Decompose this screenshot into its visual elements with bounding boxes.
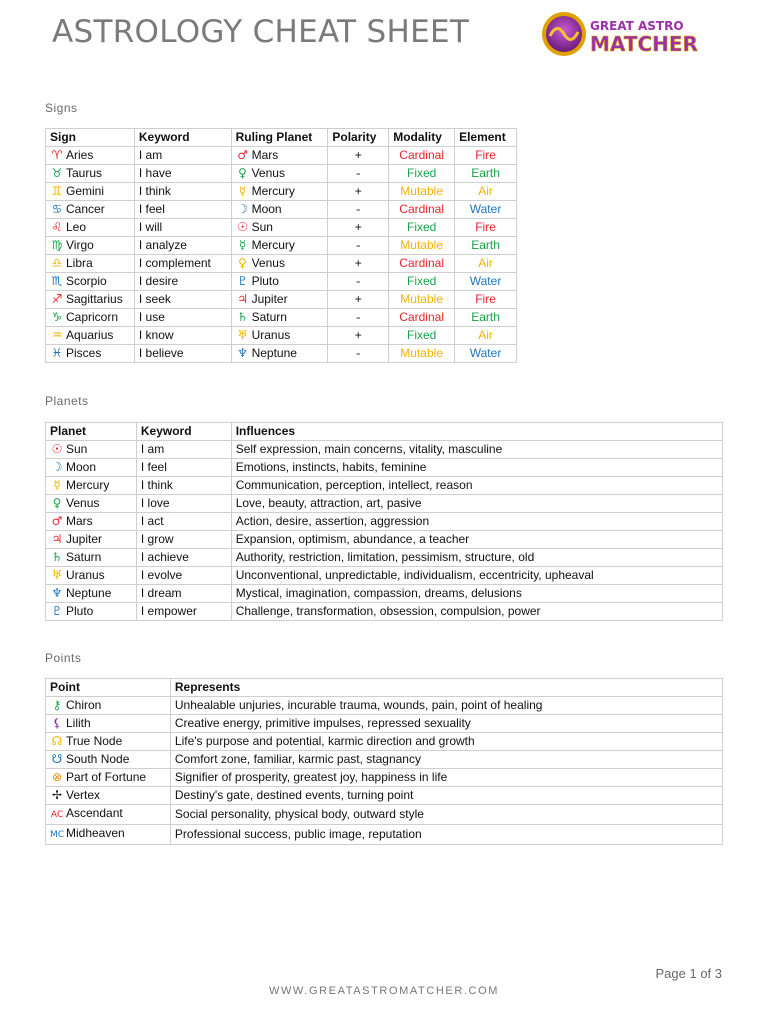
point-cell — [46, 787, 171, 805]
table-row — [46, 477, 723, 495]
polarity-cell: + — [328, 183, 389, 201]
represents-cell: Creative energy, primitive impulses, repressed sexuality — [170, 715, 722, 733]
point-name: Chiron — [66, 698, 102, 712]
planet-name: Venus — [66, 496, 100, 510]
influences-cell: Emotions, instincts, habits, feminine — [231, 459, 722, 477]
planet-name: Moon — [251, 202, 282, 216]
represents-cell: Destiny's gate, destined events, turning point — [170, 787, 722, 805]
planet-icon: ♀ — [52, 496, 62, 510]
planet-name: Moon — [66, 460, 97, 474]
keyword-cell: I desire — [134, 273, 231, 291]
table-row — [46, 237, 517, 255]
planet-cell — [46, 549, 137, 567]
column-header: Ruling Planet — [231, 129, 328, 147]
table-row — [46, 585, 723, 603]
influences-cell: Communication, perception, intellect, reason — [231, 477, 722, 495]
planet-icon: ☿ — [238, 238, 247, 252]
polarity-cell: - — [328, 309, 389, 327]
ruling-planet-cell — [231, 147, 328, 165]
modality-cell: Cardinal — [389, 201, 455, 219]
planet-icon: ☿ — [53, 478, 61, 492]
sign-cell — [46, 147, 135, 165]
planet-icon: ☿ — [238, 184, 247, 198]
table-row — [46, 327, 517, 345]
planet-name: Pluto — [66, 604, 94, 618]
column-header: Element — [455, 129, 517, 147]
polarity-cell: - — [328, 201, 389, 219]
point-cell — [46, 697, 171, 715]
sign-cell — [46, 345, 135, 363]
point-icon: ⚷ — [52, 698, 62, 712]
column-header: Represents — [170, 679, 722, 697]
sign-cell — [46, 183, 135, 201]
point-name: South Node — [66, 752, 130, 766]
sign-name: Aries — [66, 148, 94, 162]
ruling-planet-cell — [231, 273, 328, 291]
polarity-cell: + — [328, 147, 389, 165]
keyword-cell: I seek — [134, 291, 231, 309]
table-row — [46, 751, 723, 769]
planet-icon: ☉ — [51, 442, 63, 456]
table-row — [46, 733, 723, 751]
point-cell — [46, 825, 171, 845]
modality-cell: Mutable — [389, 291, 455, 309]
planet-name: Mercury — [251, 184, 295, 198]
keyword-cell: I act — [136, 513, 231, 531]
element-cell: Water — [455, 273, 517, 291]
point-icon: AC — [50, 810, 64, 820]
zodiac-sign-icon: ♊ — [51, 184, 63, 198]
planet-name: Saturn — [251, 310, 287, 324]
planet-name: Sun — [251, 220, 273, 234]
element-cell: Air — [455, 183, 517, 201]
sign-name: Gemini — [66, 184, 105, 198]
element-cell: Fire — [455, 219, 517, 237]
column-header: Influences — [231, 423, 722, 441]
table-row — [46, 513, 723, 531]
sign-cell — [46, 291, 135, 309]
footer-url: WWW.GREATASTROMATCHER.COM — [268, 985, 500, 997]
planet-name: Mercury — [251, 238, 295, 252]
ruling-planet-cell — [231, 219, 328, 237]
keyword-cell: I feel — [134, 201, 231, 219]
element-cell: Water — [455, 201, 517, 219]
zodiac-sign-icon: ♑ — [51, 310, 63, 324]
planet-name: Uranus — [251, 328, 291, 342]
column-header: Keyword — [134, 129, 231, 147]
polarity-cell: - — [328, 165, 389, 183]
point-name: Lilith — [66, 716, 91, 730]
column-header: Planet — [46, 423, 137, 441]
polarity-cell: - — [328, 345, 389, 363]
modality-cell: Fixed — [389, 219, 455, 237]
polarity-cell: - — [328, 273, 389, 291]
planet-icon: ♇ — [237, 274, 248, 288]
sign-cell — [46, 327, 135, 345]
column-header: Sign — [46, 129, 135, 147]
keyword-cell: I complement — [134, 255, 231, 273]
table-row — [46, 697, 723, 715]
planet-icon: ♇ — [51, 604, 63, 618]
table-row — [46, 787, 723, 805]
planet-name: Mars — [66, 514, 93, 528]
point-name: Vertex — [66, 788, 101, 802]
table-row — [46, 345, 517, 363]
planet-icon: ☽ — [51, 460, 63, 474]
logo-line1: GREAT ASTRO — [590, 19, 684, 33]
table-row — [46, 603, 723, 621]
planet-name: Mercury — [66, 478, 110, 492]
influences-cell: Expansion, optimism, abundance, a teacher — [231, 531, 722, 549]
planet-icon: ♄ — [237, 310, 248, 324]
modality-cell: Cardinal — [389, 255, 455, 273]
keyword-cell: I dream — [136, 585, 231, 603]
represents-cell: Life's purpose and potential, karmic direction and growth — [170, 733, 722, 751]
zodiac-sign-icon: ♈ — [51, 148, 63, 162]
sign-name: Taurus — [66, 166, 103, 180]
keyword-cell: I believe — [134, 345, 231, 363]
zodiac-sign-icon: ♎ — [51, 256, 63, 270]
planet-cell — [46, 513, 137, 531]
point-name: Midheaven — [66, 826, 125, 840]
planet-name: Saturn — [66, 550, 102, 564]
sign-cell — [46, 309, 135, 327]
planet-name: Uranus — [66, 568, 105, 582]
element-cell: Air — [455, 327, 517, 345]
modality-cell: Mutable — [389, 183, 455, 201]
modality-cell: Fixed — [389, 273, 455, 291]
planet-icon: ♅ — [51, 568, 63, 582]
represents-cell: Social personality, physical body, outward style — [170, 805, 722, 825]
page-number: Page 1 of 3 — [655, 966, 722, 981]
point-icon: ☊ — [51, 734, 63, 748]
zodiac-sign-icon: ♋ — [51, 202, 63, 216]
represents-cell: Professional success, public image, reputation — [170, 825, 722, 845]
column-header: Keyword — [136, 423, 231, 441]
planet-cell — [46, 603, 137, 621]
table-row — [46, 273, 517, 291]
polarity-cell: + — [328, 255, 389, 273]
modality-cell: Cardinal — [389, 309, 455, 327]
planet-cell — [46, 459, 137, 477]
point-name: Ascendant — [66, 806, 123, 820]
keyword-cell: I feel — [136, 459, 231, 477]
element-cell: Water — [455, 345, 517, 363]
ruling-planet-cell — [231, 291, 328, 309]
planet-cell — [46, 495, 137, 513]
influences-cell: Authority, restriction, limitation, pessimism, structure, old — [231, 549, 722, 567]
keyword-cell: I think — [136, 477, 231, 495]
keyword-cell: I am — [136, 441, 231, 459]
point-cell — [46, 715, 171, 733]
brand-logo — [540, 10, 720, 58]
planet-icon: ♆ — [51, 586, 63, 600]
planet-name: Jupiter — [66, 532, 103, 546]
keyword-cell: I achieve — [136, 549, 231, 567]
zodiac-sign-icon: ♐ — [51, 292, 63, 306]
ruling-planet-cell — [231, 255, 328, 273]
element-cell: Fire — [455, 291, 517, 309]
zodiac-sign-icon: ♉ — [51, 166, 63, 180]
sign-name: Libra — [66, 256, 93, 270]
modality-cell: Mutable — [389, 345, 455, 363]
keyword-cell: I think — [134, 183, 231, 201]
point-icon: ⊗ — [51, 770, 63, 784]
planet-name: Pluto — [251, 274, 279, 288]
planet-icon: ♀ — [238, 256, 247, 270]
column-header: Modality — [389, 129, 455, 147]
element-cell: Air — [455, 255, 517, 273]
ruling-planet-cell — [231, 165, 328, 183]
point-icon: MC — [50, 830, 65, 840]
planets-table — [45, 422, 723, 621]
planet-icon: ♂ — [237, 148, 248, 162]
polarity-cell: + — [328, 291, 389, 309]
planet-icon: ♃ — [51, 532, 63, 546]
zodiac-sign-icon: ♍ — [51, 238, 63, 252]
planet-cell — [46, 441, 137, 459]
planet-icon: ☉ — [237, 220, 248, 234]
point-name: True Node — [66, 734, 123, 748]
ruling-planet-cell — [231, 309, 328, 327]
table-row — [46, 805, 723, 825]
sign-name: Leo — [66, 220, 87, 234]
table-row — [46, 147, 517, 165]
table-row — [46, 769, 723, 787]
ruling-planet-cell — [231, 237, 328, 255]
logo-line2: MATCHER — [590, 32, 698, 56]
modality-cell: Cardinal — [389, 147, 455, 165]
table-row — [46, 291, 517, 309]
point-cell — [46, 805, 171, 825]
sign-cell — [46, 201, 135, 219]
polarity-cell: + — [328, 219, 389, 237]
planet-icon: ♅ — [237, 328, 248, 342]
influences-cell: Love, beauty, attraction, art, pasive — [231, 495, 722, 513]
sign-cell — [46, 255, 135, 273]
influences-cell: Action, desire, assertion, aggression — [231, 513, 722, 531]
sign-cell — [46, 219, 135, 237]
modality-cell: Fixed — [389, 165, 455, 183]
zodiac-sign-icon: ♒ — [51, 328, 63, 342]
column-header: Point — [46, 679, 171, 697]
sign-name: Scorpio — [66, 274, 107, 288]
polarity-cell: + — [328, 327, 389, 345]
planet-cell — [46, 585, 137, 603]
sign-name: Sagittarius — [66, 292, 123, 306]
ruling-planet-cell — [231, 201, 328, 219]
represents-cell: Comfort zone, familiar, karmic past, stagnancy — [170, 751, 722, 769]
table-row — [46, 183, 517, 201]
influences-cell: Challenge, transformation, obsession, compulsion, power — [231, 603, 722, 621]
planet-icon: ☽ — [237, 202, 248, 216]
table-row — [46, 531, 723, 549]
planet-name: Neptune — [251, 346, 297, 360]
table-row — [46, 459, 723, 477]
signs-table — [45, 128, 517, 363]
zodiac-sign-icon: ♓ — [51, 346, 63, 360]
zodiac-sign-icon: ♏ — [51, 274, 63, 288]
planet-icon: ♃ — [237, 292, 248, 306]
planet-name: Neptune — [66, 586, 112, 600]
table-row — [46, 441, 723, 459]
keyword-cell: I will — [134, 219, 231, 237]
planet-icon: ♄ — [51, 550, 63, 564]
sign-cell — [46, 273, 135, 291]
zodiac-sign-icon: ♌ — [51, 220, 63, 234]
planet-icon: ♀ — [238, 166, 247, 180]
planet-icon: ♂ — [51, 514, 63, 528]
element-cell: Earth — [455, 237, 517, 255]
table-row — [46, 567, 723, 585]
represents-cell: Signifier of prosperity, greatest joy, happiness in life — [170, 769, 722, 787]
modality-cell: Mutable — [389, 237, 455, 255]
planet-name: Venus — [251, 256, 285, 270]
planet-cell — [46, 531, 137, 549]
point-icon: ✢ — [51, 788, 63, 802]
keyword-cell: I have — [134, 165, 231, 183]
table-row — [46, 549, 723, 567]
sign-cell — [46, 237, 135, 255]
point-icon: ☋ — [51, 752, 63, 766]
planet-name: Venus — [251, 166, 285, 180]
planet-icon: ♆ — [237, 346, 248, 360]
point-cell — [46, 751, 171, 769]
keyword-cell: I use — [134, 309, 231, 327]
modality-cell: Fixed — [389, 327, 455, 345]
keyword-cell: I empower — [136, 603, 231, 621]
polarity-cell: - — [328, 237, 389, 255]
point-icon: ⚸ — [52, 716, 62, 730]
ruling-planet-cell — [231, 183, 328, 201]
influences-cell: Mystical, imagination, compassion, dreams, delusions — [231, 585, 722, 603]
element-cell: Earth — [455, 165, 517, 183]
point-name: Part of Fortune — [66, 770, 147, 784]
point-cell — [46, 769, 171, 787]
ruling-planet-cell — [231, 327, 328, 345]
table-row — [46, 201, 517, 219]
points-table — [45, 678, 723, 845]
planet-cell — [46, 477, 137, 495]
table-row — [46, 825, 723, 845]
table-row — [46, 715, 723, 733]
planets-section-label: Planets — [45, 394, 89, 408]
table-row — [46, 165, 517, 183]
planet-name: Mars — [251, 148, 279, 162]
sign-name: Capricorn — [66, 310, 119, 324]
ruling-planet-cell — [231, 345, 328, 363]
column-header: Polarity — [328, 129, 389, 147]
planet-name: Jupiter — [251, 292, 288, 306]
sign-name: Aquarius — [66, 328, 114, 342]
keyword-cell: I evolve — [136, 567, 231, 585]
signs-section-label: Signs — [45, 101, 78, 115]
planet-name: Sun — [66, 442, 88, 456]
keyword-cell: I analyze — [134, 237, 231, 255]
page-title: ASTROLOGY CHEAT SHEET — [52, 14, 470, 50]
planet-cell — [46, 567, 137, 585]
table-row — [46, 495, 723, 513]
sign-name: Pisces — [66, 346, 102, 360]
element-cell: Earth — [455, 309, 517, 327]
point-cell — [46, 733, 171, 751]
influences-cell: Self expression, main concerns, vitality, masculine — [231, 441, 722, 459]
table-row — [46, 219, 517, 237]
keyword-cell: I grow — [136, 531, 231, 549]
keyword-cell: I love — [136, 495, 231, 513]
represents-cell: Unhealable unjuries, incurable trauma, wounds, pain, point of healing — [170, 697, 722, 715]
table-row — [46, 255, 517, 273]
sign-cell — [46, 165, 135, 183]
element-cell: Fire — [455, 147, 517, 165]
points-section-label: Points — [45, 651, 82, 665]
sign-name: Cancer — [66, 202, 105, 216]
table-row — [46, 309, 517, 327]
keyword-cell: I am — [134, 147, 231, 165]
sign-name: Virgo — [66, 238, 94, 252]
influences-cell: Unconventional, unpredictable, individualism, eccentricity, upheaval — [231, 567, 722, 585]
keyword-cell: I know — [134, 327, 231, 345]
